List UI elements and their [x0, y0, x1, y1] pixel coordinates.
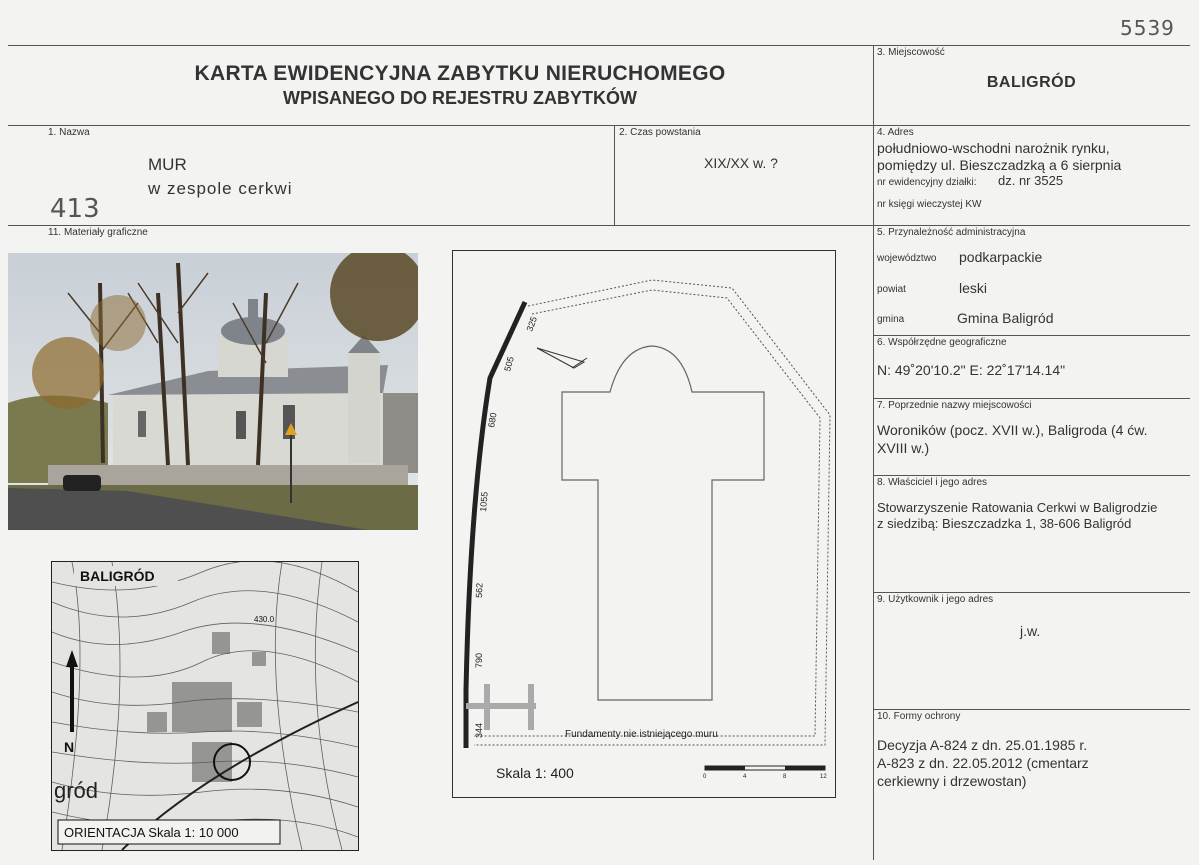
- dimension-label: 790: [474, 652, 484, 668]
- plan-scale-label: Skala 1: 400: [496, 765, 574, 781]
- card-title: KARTA EWIDENCYJNA ZABYTKU NIERUCHOMEGO: [194, 62, 726, 85]
- date-value: XIX/XX w. ?: [704, 155, 778, 171]
- owner-label: 8. Właściciel i jego adres: [877, 477, 988, 488]
- rule-header-bottom: [8, 125, 1190, 126]
- former-names-line1: Woroników (pocz. XVII w.), Baligroda (4 ćw.: [877, 422, 1148, 438]
- north-label: N: [64, 739, 75, 755]
- orientation-map: [51, 561, 359, 851]
- name-line1: MUR: [148, 155, 187, 174]
- rule-r5-bottom: [873, 335, 1190, 336]
- voivodeship-label: województwo: [877, 253, 937, 264]
- dimension-label: 325: [524, 315, 540, 333]
- dimension-label: 562: [474, 582, 485, 599]
- protection-line1: Decyzja A-824 z dn. 25.01.1985 r.: [877, 737, 1088, 753]
- rule-top: [8, 45, 1190, 46]
- land-register-label: nr księgi wieczystej KW: [877, 199, 982, 210]
- church-photo: [8, 253, 418, 530]
- site-plan: [452, 250, 836, 798]
- graphics-label: 11. Materiały graficzne: [48, 227, 148, 238]
- rule-r7-bottom: [873, 475, 1190, 476]
- stamp-number: 5539: [1120, 16, 1175, 40]
- county-value: leski: [959, 280, 988, 296]
- card-subtitle: WPISANEGO DO REJESTRU ZABYTKÓW: [282, 88, 637, 108]
- owner-line2: z siedzibą: Bieszczadzka 1, 38-606 Baligród: [877, 516, 1132, 531]
- address-line1: południowo-wschodni narożnik rynku,: [877, 140, 1110, 156]
- name-label: 1. Nazwa: [48, 127, 90, 138]
- former-names-line2: XVIII w.): [877, 440, 930, 456]
- rule-r9-bottom: [873, 709, 1190, 710]
- locality-label: 3. Miejscowość: [877, 47, 945, 58]
- protection-line3: cerkiewny i drzewostan): [877, 773, 1027, 789]
- date-label: 2. Czas powstania: [619, 127, 701, 138]
- coordinates-label: 6. Współrzędne geograficzne: [877, 337, 1007, 348]
- dimension-label: 1055: [478, 491, 490, 513]
- admin-label: 5. Przynależność administracyjna: [877, 227, 1026, 238]
- county-label: powiat: [877, 284, 906, 295]
- rule-r6-bottom: [873, 398, 1190, 399]
- rule-r8-bottom: [873, 592, 1190, 593]
- coordinates-value: N: 49˚20'10.2" E: 22˚17'14.14": [877, 362, 1066, 378]
- dimension-label: 344: [474, 722, 484, 738]
- owner-line1: Stowarzyszenie Ratowania Cerkwi w Baligrodzie: [877, 500, 1158, 515]
- map-partial-label: gród: [54, 778, 99, 803]
- handwritten-code: 413: [50, 194, 100, 224]
- protection-line2: A-823 z dn. 22.05.2012 (cmentarz: [877, 755, 1089, 771]
- scale-tick: 12: [820, 774, 827, 780]
- scale-tick: 8: [783, 774, 787, 780]
- scale-tick: 0: [703, 774, 707, 780]
- rule-row1-divider: [614, 125, 615, 225]
- user-label: 9. Użytkownik i jego adres: [877, 594, 994, 605]
- scale-tick: 4: [743, 774, 747, 780]
- user-value: j.w.: [1020, 623, 1041, 639]
- address-line2: pomiędzy ul. Bieszczadzką a 6 sierpnia: [877, 157, 1122, 173]
- locality-value: BALIGRÓD: [986, 74, 1077, 91]
- rule-row1-bottom: [8, 225, 1190, 226]
- map-elevation: 430.0: [254, 615, 275, 624]
- orientation-scale-label: ORIENTACJA Skala 1: 10 000: [64, 825, 239, 840]
- parcel-label: nr ewidencyjny działki:: [877, 177, 977, 188]
- map-place-label: BALIGRÓD: [80, 568, 155, 584]
- foundation-note: Fundamenty nie istniejącego muru: [565, 729, 718, 740]
- address-label: 4. Adres: [877, 127, 914, 138]
- parcel-value: dz. nr 3525: [998, 173, 1064, 188]
- protection-label: 10. Formy ochrony: [877, 711, 961, 722]
- dimension-label: 505: [502, 355, 516, 373]
- name-line2: w zespole cerkwi: [148, 179, 293, 198]
- dimension-label: 680: [486, 411, 499, 429]
- voivodeship-value: podkarpackie: [959, 249, 1043, 265]
- former-names-label: 7. Poprzednie nazwy miejscowości: [877, 400, 1032, 411]
- commune-label: gmina: [877, 314, 905, 325]
- commune-value: Gmina Baligród: [957, 310, 1054, 326]
- rule-right-column: [873, 45, 874, 860]
